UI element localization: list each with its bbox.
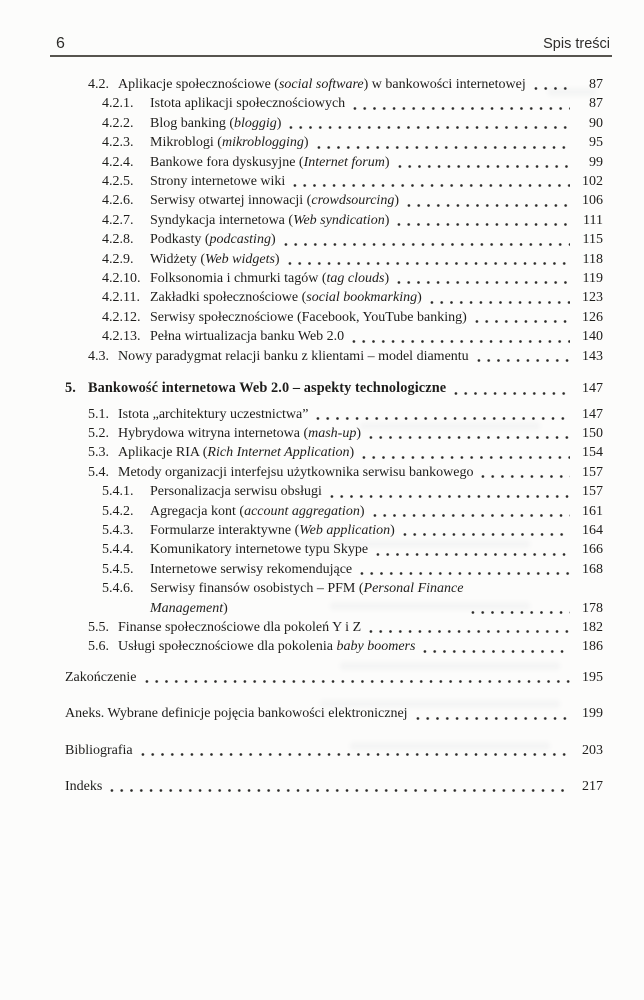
toc-entry-title: Blog banking (bloggig) bbox=[150, 115, 282, 131]
dot-leader bbox=[359, 455, 570, 460]
toc-entry bbox=[65, 405, 603, 424]
dot-leader bbox=[138, 752, 570, 757]
toc-entry-page: 87 bbox=[589, 96, 603, 112]
toc-entry-title: Bibliografia bbox=[65, 742, 133, 758]
toc-entry bbox=[65, 379, 603, 398]
toc-entry-title: Metody organizacji interfejsu użytkownika serwisu bankowego bbox=[118, 464, 474, 480]
toc-entry-number: 4.2.6. bbox=[102, 193, 134, 209]
toc-entry-page: 166 bbox=[582, 542, 603, 558]
toc-entry bbox=[65, 230, 603, 249]
toc-entry-page: 123 bbox=[582, 290, 603, 306]
toc-entry-page: 99 bbox=[589, 154, 603, 170]
toc-entry-title: Finanse społecznościowe dla pokoleń Y i Z bbox=[118, 619, 362, 635]
toc-entry-page: 199 bbox=[582, 706, 603, 722]
dot-leader bbox=[370, 513, 571, 518]
toc-entry bbox=[65, 133, 603, 152]
dot-leader bbox=[420, 649, 570, 654]
toc-entry-title: Bankowe fora dyskusyjne (Internet forum) bbox=[150, 154, 390, 170]
toc-entry bbox=[65, 211, 603, 230]
toc-entry-number: 4.2.13. bbox=[102, 329, 141, 345]
toc-entry-number: 4.2. bbox=[88, 77, 109, 92]
header-rule bbox=[50, 55, 612, 57]
toc-entry-title: Serwisy finansów osobistych – PFM (Personal Finance Management) bbox=[150, 581, 464, 616]
bleed-through-ghost bbox=[340, 662, 560, 670]
toc-entry-number: 5.6. bbox=[88, 639, 109, 655]
toc-entry-page: 164 bbox=[582, 522, 603, 538]
toc-entry bbox=[65, 288, 603, 307]
toc-entry-title: Nowy paradygmat relacji banku z klientami – model diamentu bbox=[118, 348, 469, 364]
toc-entry bbox=[65, 153, 603, 172]
toc-entry-page: 161 bbox=[582, 503, 603, 519]
toc-entry-title: Hybrydowa witryna internetowa (mash-up) bbox=[118, 425, 362, 441]
dot-leader bbox=[472, 319, 570, 324]
toc-entry bbox=[65, 347, 603, 366]
toc-entry-number: 4.2.8. bbox=[102, 232, 134, 248]
toc-entry-title: Zakończenie bbox=[65, 669, 137, 685]
bleed-through-ghost bbox=[300, 540, 530, 548]
toc-entry-page: 106 bbox=[582, 193, 603, 209]
toc-entry-page: 87 bbox=[589, 77, 603, 92]
toc-entry-title: Internetowe serwisy rekomendujące bbox=[150, 561, 353, 577]
toc-entry bbox=[65, 443, 603, 462]
toc-entry-number: 4.2.11. bbox=[102, 290, 140, 306]
toc-entry-title: Serwisy otwartej innowacji (crowdsourcing) bbox=[150, 193, 399, 209]
bleed-through-ghost bbox=[330, 602, 530, 610]
toc-entry-page: 203 bbox=[582, 742, 603, 758]
toc-entry-title: Syndykacja internetowa (Web syndication) bbox=[150, 212, 390, 228]
toc-entry bbox=[65, 250, 603, 269]
toc-entry bbox=[65, 777, 603, 796]
toc-entry bbox=[65, 327, 603, 346]
toc-entry-page: 143 bbox=[582, 348, 603, 364]
toc-entry-title: Zakładki społecznościowe (social bookmarking) bbox=[150, 290, 422, 306]
toc-entry-title: Aneks. Wybrane definicje pojęcia bankowości elektronicznej bbox=[65, 706, 408, 722]
toc-entry-number: 5.4.1. bbox=[102, 484, 134, 500]
toc-entry bbox=[65, 463, 603, 482]
toc-entry-page: 178 bbox=[582, 600, 603, 616]
toc-entry bbox=[65, 668, 603, 687]
dot-leader bbox=[366, 435, 570, 440]
toc-entry bbox=[65, 502, 603, 521]
toc-entry-number: 4.2.9. bbox=[102, 251, 134, 267]
toc-entry-title: Bankowość internetowa Web 2.0 – aspekty technologiczne bbox=[88, 380, 447, 397]
toc-entry-number: 5.4.5. bbox=[102, 561, 134, 577]
toc-entry-number: 5.4.2. bbox=[102, 503, 134, 519]
dot-leader bbox=[373, 552, 570, 557]
toc-entry-page: 217 bbox=[582, 779, 603, 794]
toc-entry bbox=[65, 521, 603, 540]
toc-entry-number: 4.2.5. bbox=[102, 174, 134, 190]
toc-entry-title: Pełna wirtualizacja banku Web 2.0 bbox=[150, 329, 345, 345]
toc-entry-page: 140 bbox=[582, 329, 603, 345]
toc-entry-title: Aplikacje społecznościowe (social software) w bankowości internetowej bbox=[118, 77, 526, 92]
bleed-through-ghost bbox=[350, 742, 550, 750]
toc-entry-page: 147 bbox=[582, 381, 603, 397]
toc-entry bbox=[65, 191, 603, 210]
dot-leader bbox=[395, 164, 570, 169]
toc-entry-number: 5.3. bbox=[88, 445, 109, 461]
toc-entry-number: 4.3. bbox=[88, 348, 109, 364]
toc-entry-number: 5.4.3. bbox=[102, 522, 134, 538]
toc-entry bbox=[65, 172, 603, 191]
toc-entry bbox=[65, 560, 603, 579]
toc-entry-title: Usługi społecznościowe dla pokolenia baby boomers bbox=[118, 639, 416, 655]
toc-entry-page: 168 bbox=[582, 561, 603, 577]
toc-entry-number: 4.2.1. bbox=[102, 96, 134, 112]
dot-leader bbox=[357, 571, 570, 576]
dot-leader bbox=[394, 280, 570, 285]
toc-entry-number: 4.2.12. bbox=[102, 309, 141, 325]
toc-entry-number: 5.4. bbox=[88, 464, 109, 480]
toc-entry-title: Podkasty (podcasting) bbox=[150, 232, 276, 248]
toc-entry-page: 118 bbox=[582, 251, 603, 267]
toc-entry-page: 90 bbox=[589, 115, 603, 131]
toc-entry-number: 5.4.4. bbox=[102, 542, 134, 558]
toc-entry bbox=[65, 114, 603, 133]
toc-entry-number: 4.2.3. bbox=[102, 135, 134, 151]
dot-leader bbox=[474, 358, 570, 363]
toc-entry bbox=[65, 618, 603, 637]
toc-entry bbox=[65, 269, 603, 288]
dot-leader bbox=[427, 300, 570, 305]
toc-entry-number: 5.2. bbox=[88, 425, 109, 441]
toc-entry-title: Formularze interaktywne (Web application) bbox=[150, 522, 395, 538]
toc-entry bbox=[65, 94, 603, 113]
toc-entry bbox=[65, 308, 603, 327]
toc-entry-page: 157 bbox=[582, 484, 603, 500]
dot-leader bbox=[468, 610, 570, 615]
dot-leader bbox=[107, 788, 570, 793]
toc-entry-title: Serwisy społecznościowe (Facebook, YouTube banking) bbox=[150, 309, 467, 325]
toc-entry-title: Indeks bbox=[65, 779, 103, 794]
dot-leader bbox=[327, 494, 570, 499]
folio-page-number: 6 bbox=[56, 35, 65, 52]
toc-entry-number: 4.2.4. bbox=[102, 154, 134, 170]
toc-entry-title: Strony internetowe wiki bbox=[150, 174, 286, 190]
dot-leader bbox=[451, 391, 570, 396]
toc-entry-page: 111 bbox=[583, 212, 603, 228]
toc-entry-title: Komunikatory internetowe typu Skype bbox=[150, 542, 369, 558]
toc-entry-number: 4.2.10. bbox=[102, 271, 141, 287]
toc-entry-title: Personalizacja serwisu obsługi bbox=[150, 484, 322, 500]
toc-entry-title: Agregacja kont (account aggregation) bbox=[150, 503, 365, 519]
toc-entry bbox=[65, 75, 603, 94]
dot-leader bbox=[142, 679, 570, 684]
dot-leader bbox=[404, 203, 570, 208]
dot-leader bbox=[349, 339, 570, 344]
dot-leader bbox=[285, 261, 570, 266]
toc-entry-page: 147 bbox=[582, 406, 603, 422]
bleed-through-ghost bbox=[320, 700, 560, 708]
toc-list bbox=[65, 75, 603, 796]
toc-entry-number: 5.5. bbox=[88, 619, 109, 635]
toc-entry-page: 154 bbox=[582, 445, 603, 461]
dot-leader bbox=[286, 125, 570, 130]
toc-entry-number: 4.2.7. bbox=[102, 212, 134, 228]
toc-entry-number: 4.2.2. bbox=[102, 115, 134, 131]
bleed-through-ghost bbox=[360, 422, 540, 430]
dot-leader bbox=[413, 716, 570, 721]
toc-entry-page: 195 bbox=[582, 669, 603, 685]
toc-entry-title: Folksonomia i chmurki tagów (tag clouds) bbox=[150, 271, 390, 287]
dot-leader bbox=[478, 474, 570, 479]
toc-entry-number: 5.1. bbox=[88, 406, 109, 422]
dot-leader bbox=[366, 629, 570, 634]
dot-leader bbox=[400, 532, 570, 537]
dot-leader bbox=[313, 416, 570, 421]
toc-entry-page: 182 bbox=[582, 619, 603, 635]
toc-entry-number: 5.4.6. bbox=[102, 581, 134, 597]
toc-entry bbox=[65, 482, 603, 501]
toc-entry-title: Aplikacje RIA (Rich Internet Application) bbox=[118, 445, 355, 461]
toc-entry-title: Mikroblogi (mikroblogging) bbox=[150, 135, 309, 151]
toc-entry bbox=[65, 579, 603, 618]
toc-entry-page: 150 bbox=[582, 425, 603, 441]
running-head: Spis treści bbox=[543, 36, 610, 52]
toc-entry-page: 126 bbox=[582, 309, 603, 325]
toc-entry-title: Istota aplikacji społecznościowych bbox=[150, 96, 346, 112]
toc-entry-number: 5. bbox=[65, 380, 76, 397]
toc-entry-title: Istota „architektury uczestnictwa” bbox=[118, 406, 309, 422]
page-header bbox=[56, 36, 610, 52]
toc-entry-page: 95 bbox=[589, 135, 603, 151]
toc-entry-page: 119 bbox=[582, 271, 603, 287]
toc-entry-page: 186 bbox=[582, 639, 603, 655]
dot-leader bbox=[394, 222, 570, 227]
toc-entry-page: 102 bbox=[582, 174, 603, 190]
dot-leader bbox=[314, 145, 570, 150]
toc-entry-title: Widżety (Web widgets) bbox=[150, 251, 280, 267]
dot-leader bbox=[281, 242, 570, 247]
dot-leader bbox=[290, 183, 570, 188]
dot-leader bbox=[350, 106, 570, 111]
toc-entry bbox=[65, 637, 603, 656]
bleed-through-ghost bbox=[548, 88, 596, 96]
toc-entry-page: 157 bbox=[582, 464, 603, 480]
toc-entry-page: 115 bbox=[582, 232, 603, 248]
